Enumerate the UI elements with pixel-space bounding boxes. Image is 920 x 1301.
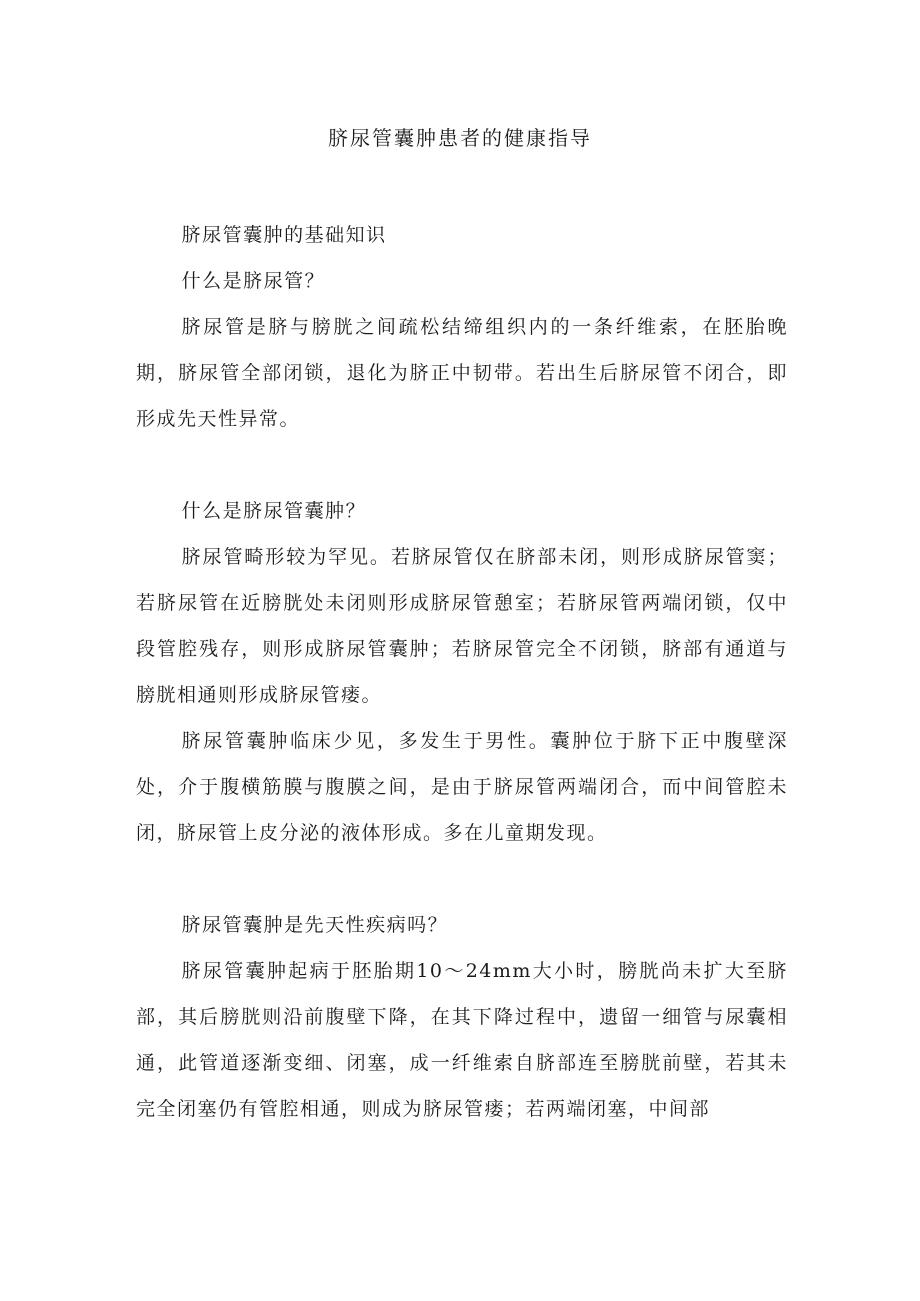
paragraph-1: 脐尿管是脐与膀胱之间疏松结缔组织内的一条纤维索，在胚胎晚期，脐尿管全部闭锁，退化为脐正中韧带。若出生后脐尿管不闭合，即形成先天性异常。 [136, 316, 788, 430]
section-heading: 脐尿管囊肿的基础知识 [181, 224, 387, 246]
question-heading-1: 什么是脐尿管？ [181, 270, 326, 292]
document-title: 脐尿管囊肿患者的健康指导 [328, 126, 592, 150]
question-heading-2: 什么是脐尿管囊肿？ [181, 500, 367, 522]
paragraph-2: 脐尿管畸形较为罕见。若脐尿管仅在脐部未闭，则形成脐尿管窦；若脐尿管在近膀胱处未闭则形成脐尿管憩室；若脐尿管两端闭锁，仅中段管腔残存，则形成脐尿管囊肿；若脐尿管完全不闭锁，脐部有通道与膀胱相通则形成脐尿管瘘。 [136, 546, 788, 706]
paragraph-3: 脐尿管囊肿临床少见，多发生于男性。囊肿位于脐下正中腹壁深处，介于腹横筋膜与腹膜之间，是由于脐尿管两端闭合，而中间管腔未闭，脐尿管上皮分泌的液体形成。多在儿童期发现。 [136, 730, 788, 844]
document-body [136, 212, 788, 1132]
question-heading-3: 脐尿管囊肿是先天性疾病吗？ [181, 914, 449, 936]
paragraph-spacer [136, 856, 788, 902]
paragraph-4: 脐尿管囊肿起病于胚胎期10～24mm大小时，膀胱尚未扩大至脐部，其后膀胱则沿前腹壁下降，在其下降过程中，遗留一细管与尿囊相通，此管道逐渐变细、闭塞，成一纤维索自脐部连至膀胱前壁，若其未完全闭塞仍有管腔相通，则成为脐尿管瘘；若两端闭塞，中间部 [136, 960, 788, 1120]
paragraph-spacer [136, 442, 788, 488]
